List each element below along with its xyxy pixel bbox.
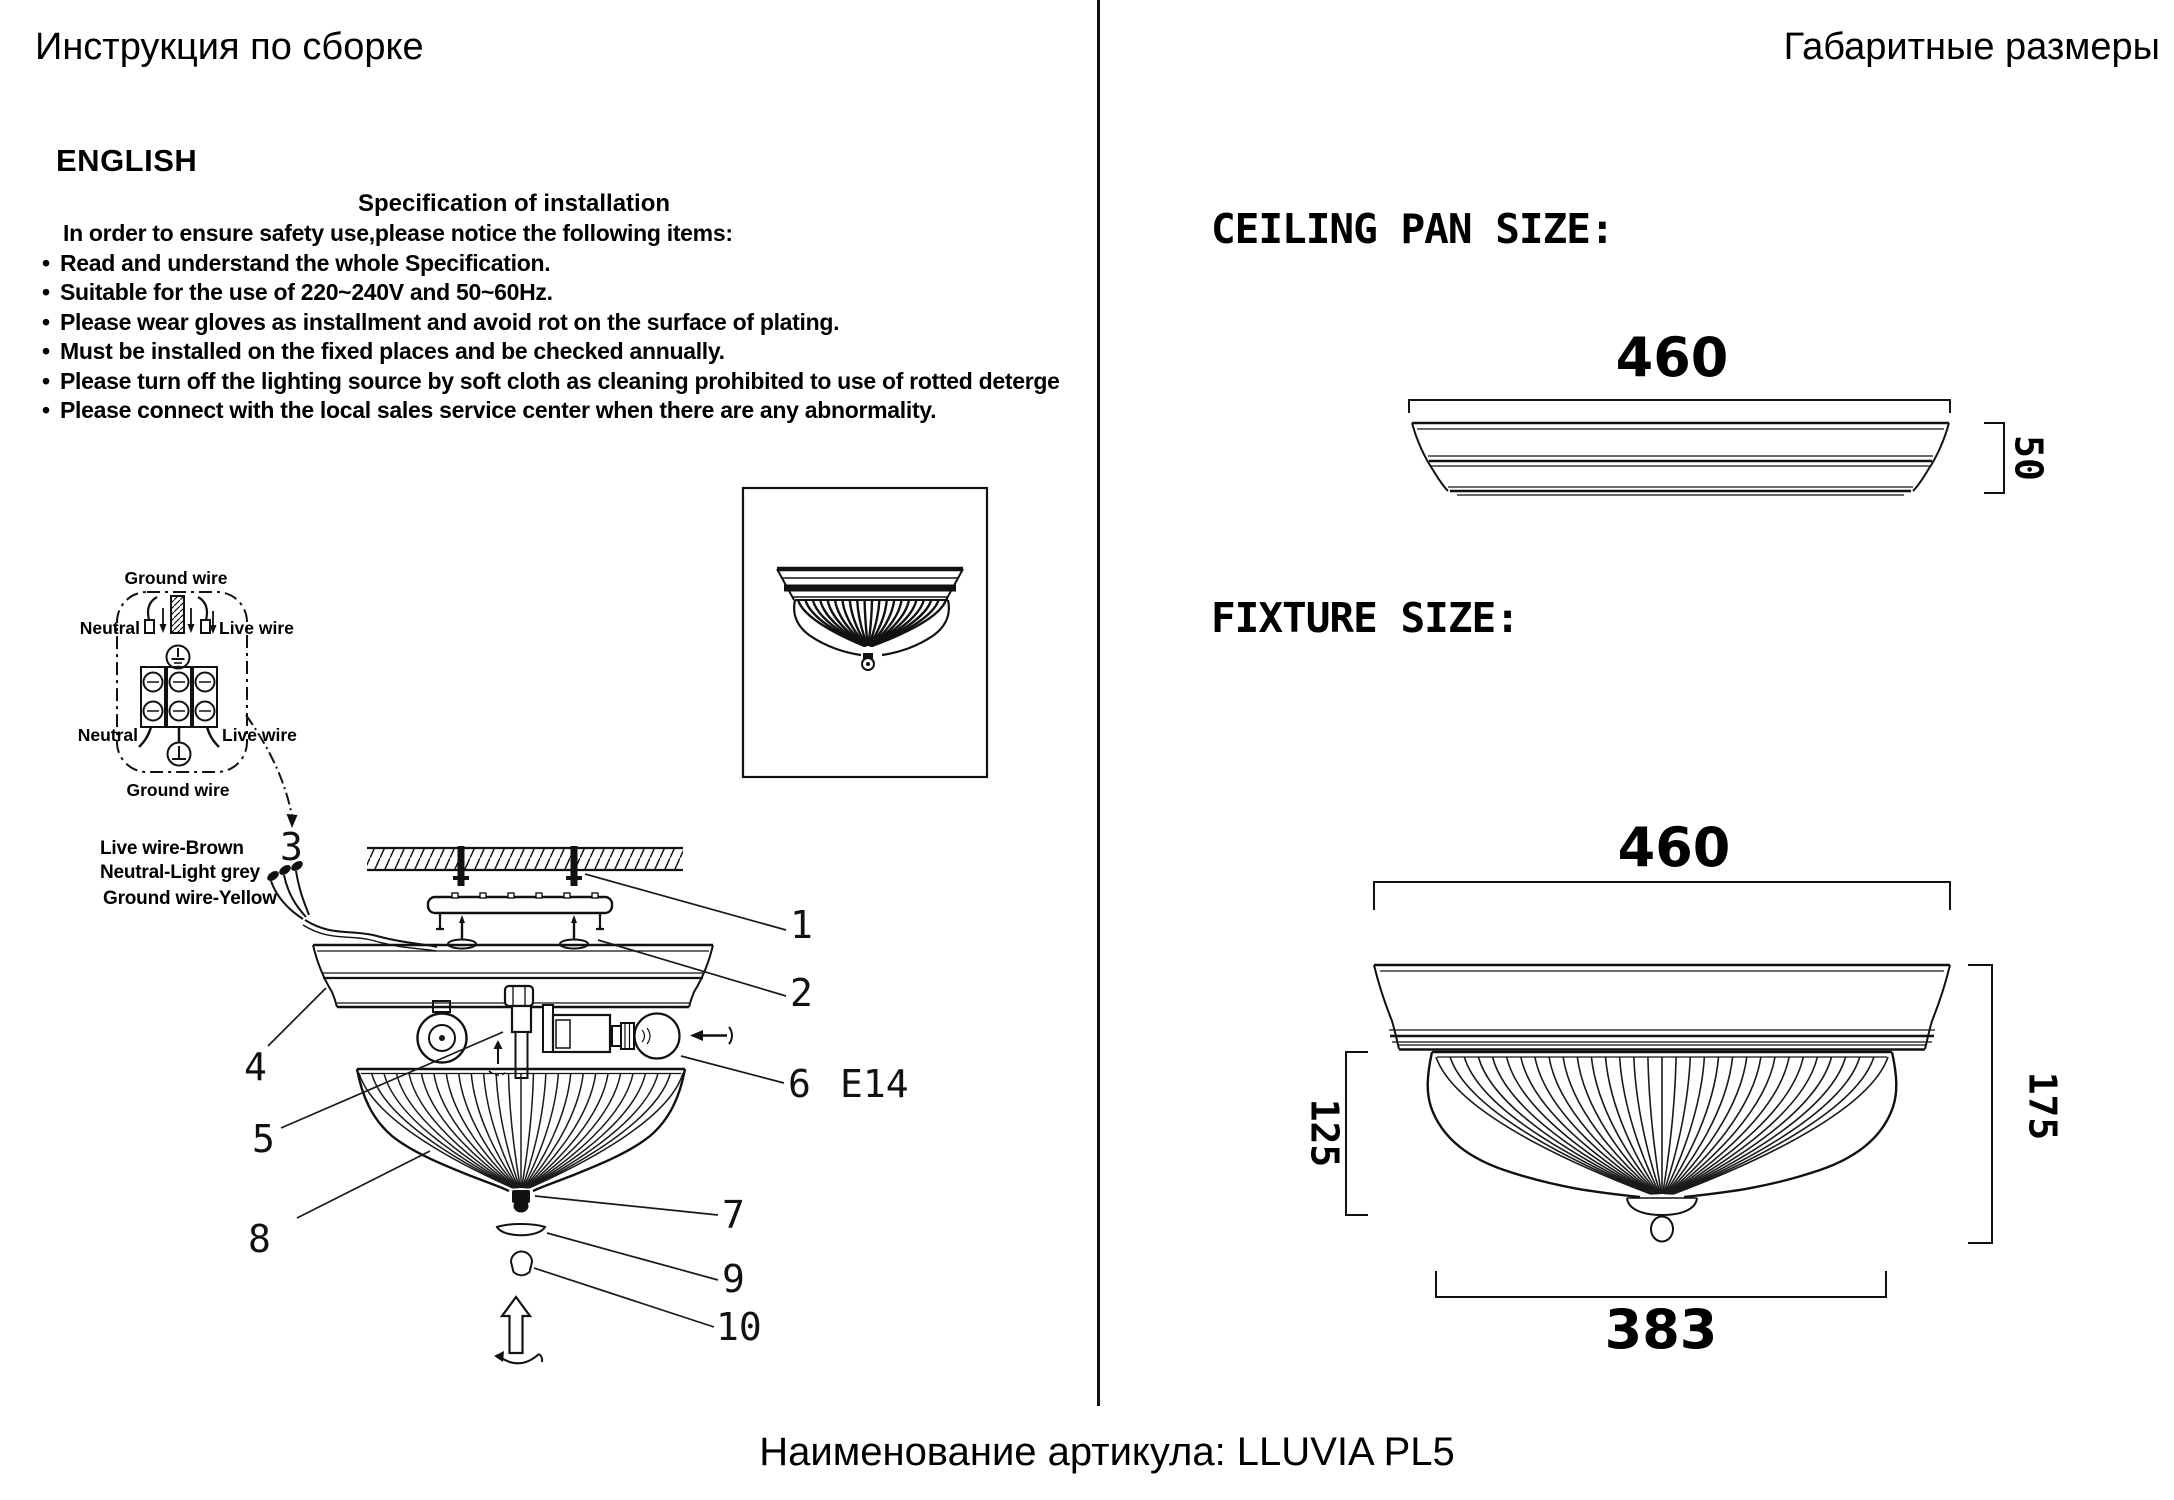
finial-knob xyxy=(511,1252,532,1276)
spec-title: Specification of installation xyxy=(358,190,671,217)
insert-bulb-arrow-icon xyxy=(690,1027,732,1044)
ceiling-pan-drawing xyxy=(1412,423,1949,495)
fixture-height-bracket xyxy=(1968,965,1992,1243)
page-title-left: Инструкция по сборке xyxy=(35,26,424,68)
bullet-icon: • xyxy=(42,368,50,394)
pan-height-bracket xyxy=(1984,423,2004,493)
wiring-diagram xyxy=(55,548,345,858)
instr-bullet-text: Suitable for the use of 220~240V and 50~60Hz. xyxy=(60,279,553,305)
instr-bullet xyxy=(42,368,1060,395)
live-bottom-label: Live wire xyxy=(222,725,297,745)
wire-color-neutral: Neutral-Light grey xyxy=(100,862,261,883)
instr-bullet xyxy=(42,250,550,277)
shade-drop-bracket xyxy=(1346,1052,1368,1215)
inset-shade-ribs xyxy=(798,600,946,646)
finial-nut xyxy=(512,1190,530,1213)
pan-width-bracket xyxy=(1409,400,1950,413)
shade-width-bracket xyxy=(1436,1271,1886,1297)
assembly-diagram xyxy=(180,815,1020,1400)
part-label-2: 2 xyxy=(790,971,813,1015)
earth-symbol-bottom xyxy=(168,743,191,766)
instr-bullet xyxy=(42,309,839,336)
part-label-7: 7 xyxy=(722,1193,745,1237)
bullet-icon: • xyxy=(42,309,50,335)
wire-color-ground: Ground wire-Yellow xyxy=(103,888,277,909)
glass-shade xyxy=(357,1069,685,1191)
part-label-5: 5 xyxy=(252,1117,275,1161)
bullet-icon: • xyxy=(42,250,50,276)
page-title-right: Габаритные размеры xyxy=(1783,26,2160,68)
fixture-shade-ribs xyxy=(1436,1057,1888,1194)
wire-color-live: Live wire-Brown xyxy=(100,838,244,859)
instr-bullet-text: Read and understand the whole Specification. xyxy=(60,250,551,276)
canopy-screws xyxy=(448,915,588,949)
part-label-10: 10 xyxy=(716,1305,762,1349)
ground-bottom-label: Ground wire xyxy=(126,780,230,800)
bullet-icon: • xyxy=(42,397,50,423)
inset-frame xyxy=(743,488,987,777)
ceiling-pan-size-heading: CEILING PAN SIZE: xyxy=(1211,205,1614,253)
shade-drop-dim: 125 xyxy=(1302,1098,1347,1168)
instr-bullet xyxy=(42,397,936,424)
finished-lamp-inset xyxy=(740,485,990,780)
instr-intro: In order to ensure safety use,please notice the following items: xyxy=(63,220,733,246)
language-heading: ENGLISH xyxy=(56,143,198,178)
live-top-label: Live wire xyxy=(219,618,294,638)
article-caption: Наименование артикула: LLUVIA PL5 xyxy=(759,1430,1455,1474)
earth-symbol-top xyxy=(167,646,190,669)
supply-wires xyxy=(265,859,437,951)
instr-bullet-text: Please turn off the lighting source by soft cloth as cleaning prohibited to use of rotted deterge xyxy=(60,368,1060,394)
instr-bullet-text: Must be installed on the fixed places and be checked annually. xyxy=(60,338,725,364)
assemble-up-arrow-icon xyxy=(494,1297,542,1363)
instr-bullet-text: Please connect with the local sales service center when there are any abnormality. xyxy=(60,397,937,423)
part-label-9: 9 xyxy=(722,1257,745,1301)
mounting-plate xyxy=(428,893,612,929)
instr-bullet xyxy=(42,338,725,365)
part-label-4: 4 xyxy=(244,1045,267,1089)
instr-bullet xyxy=(42,279,553,306)
glass-saucer xyxy=(497,1224,545,1235)
shade-width-dim: 383 xyxy=(1604,1298,1718,1361)
shade-ribs xyxy=(359,1073,683,1188)
center-rod xyxy=(505,986,533,1078)
fixture-width-dim: 460 xyxy=(1617,816,1731,879)
bullet-icon: • xyxy=(42,338,50,364)
terminal-block xyxy=(139,667,219,747)
fixture-canopy-drawing xyxy=(1374,965,1950,1050)
part-label-1: 1 xyxy=(790,903,813,947)
fixture-shade-drawing xyxy=(1428,1052,1897,1242)
pulley-disc xyxy=(418,1001,467,1063)
socket-type-label: E14 xyxy=(840,1062,909,1106)
incoming-wires xyxy=(145,596,217,634)
lamp-socket xyxy=(543,1005,610,1052)
instr-bullet-text: Please wear gloves as installment and avoid rot on the surface of plating. xyxy=(60,309,840,335)
fixture-size-heading: FIXTURE SIZE: xyxy=(1211,594,1519,642)
part-label-8: 8 xyxy=(248,1217,271,1261)
fixture-height-dim: 175 xyxy=(2020,1071,2065,1141)
column-divider xyxy=(1097,0,1100,1406)
ground-wire-top-label: Ground wire xyxy=(124,568,228,588)
neutral-bottom-label: Neutral xyxy=(77,725,138,745)
dimension-drawings xyxy=(1180,300,2174,1380)
pan-width-dim: 460 xyxy=(1615,326,1729,389)
inset-lamp-drawing xyxy=(777,569,963,670)
fixture-width-bracket xyxy=(1374,882,1950,910)
part-label-6: 6 xyxy=(788,1062,811,1106)
pan-height-dim: 50 xyxy=(2006,435,2051,481)
bullet-icon: • xyxy=(42,279,50,305)
part-label-3: 3 xyxy=(280,825,303,869)
ceiling-section xyxy=(367,848,683,870)
light-bulb xyxy=(612,1014,680,1059)
neutral-top-label: Neutral xyxy=(79,618,140,638)
